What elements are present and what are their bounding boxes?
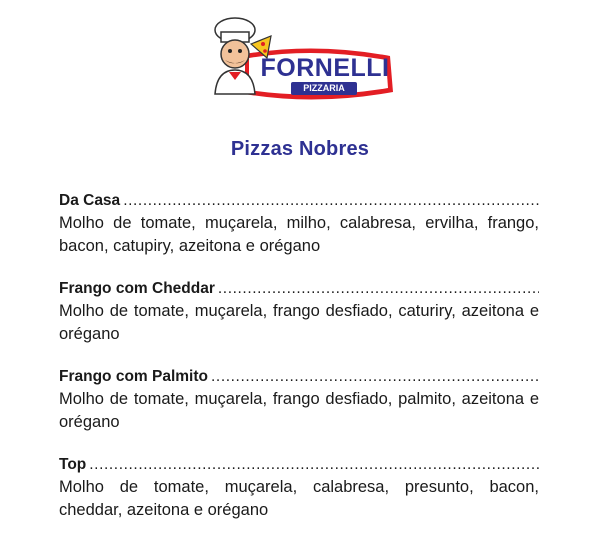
menu-item-header	[59, 366, 539, 388]
logo-subtitle: PIZZARIA	[291, 82, 357, 95]
dot-leader	[218, 278, 539, 300]
menu-item-header	[59, 190, 539, 212]
menu-item-name: Da Casa	[59, 192, 121, 209]
logo-brand: FORNELLI	[260, 54, 390, 82]
menu-item-name: Top	[59, 456, 87, 473]
page-title: Pizzas Nobres	[230, 138, 370, 160]
menu-item-name: Frango com Palmito	[59, 368, 208, 385]
menu-item-description: Molho de tomate, muçarela, calabresa, presunto, bacon, cheddar, azeitona e orégano	[59, 478, 539, 519]
dot-leader	[89, 454, 539, 476]
menu-item-name: Frango com Cheddar	[59, 280, 215, 297]
dot-leader	[211, 366, 539, 388]
menu-item	[59, 366, 539, 434]
menu-item	[59, 278, 539, 346]
menu-item	[59, 454, 539, 522]
menu-item-description: Molho de tomate, muçarela, frango desfiado, caturiry, azeitona e orégano	[59, 302, 539, 343]
menu-item-header	[59, 278, 539, 300]
menu-item-header	[59, 454, 539, 476]
dot-leader	[123, 190, 539, 212]
fornelli-logo	[205, 14, 395, 104]
menu-item-description: Molho de tomate, muçarela, frango desfiado, palmito, azeitona e orégano	[59, 390, 539, 431]
menu-item	[59, 190, 539, 258]
menu-list	[59, 190, 539, 542]
menu-item-description: Molho de tomate, muçarela, milho, calabresa, ervilha, frango, bacon, catupiry, azeitona e orégano	[59, 214, 539, 255]
